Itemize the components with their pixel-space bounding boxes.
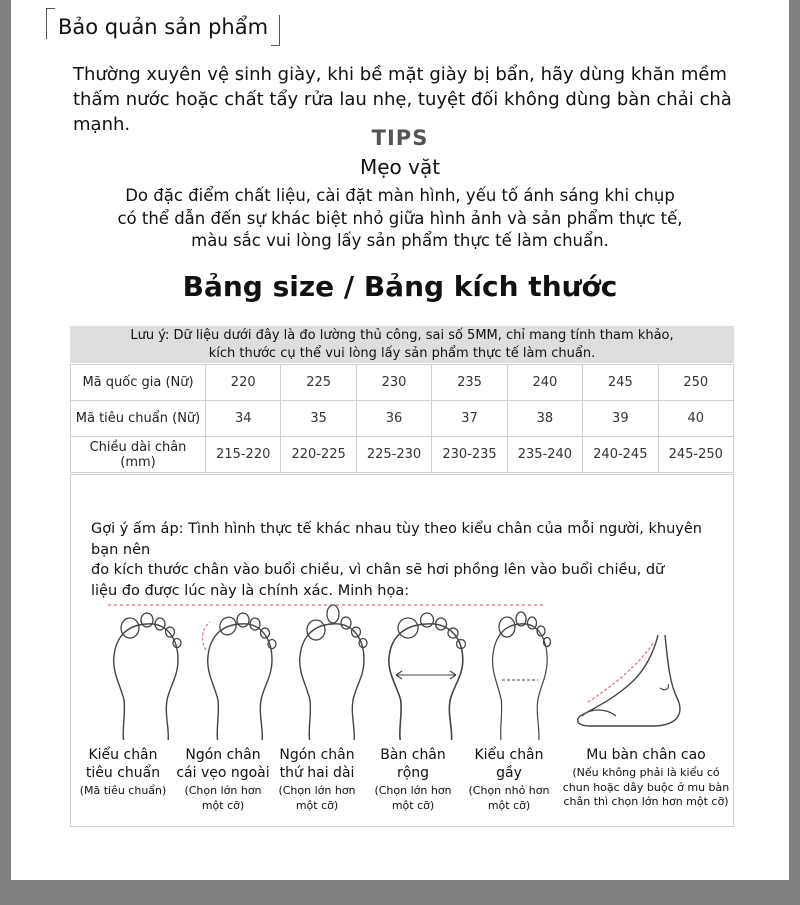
- foot-type-slim: [461, 746, 557, 813]
- caption-line: (Chọn lớn hơn: [374, 784, 452, 797]
- caption-line: (Nếu không phải là kiểu có: [572, 766, 720, 779]
- foot-type-caption: (Mã tiêu chuẩn): [79, 784, 167, 797]
- row-label: Mã tiêu chuẩn (Nữ): [71, 401, 206, 437]
- table-cell: 34: [206, 401, 281, 437]
- corner-bracket-icon: [46, 8, 55, 39]
- caption-line: chân thì chọn lớn hơn một cỡ): [563, 795, 729, 808]
- caption-line: một cỡ): [295, 798, 339, 812]
- note-line: kích thước cụ thể vui lòng lấy sản phẩm thực tế làm chuẩn.: [208, 345, 596, 361]
- caption-line: (Chọn lớn hơn: [278, 784, 356, 797]
- foot-type-high-instep: [557, 746, 735, 810]
- foot-type-caption: [557, 766, 735, 810]
- table-cell: 235-240: [507, 437, 582, 473]
- foot-type-bunion: [173, 746, 273, 813]
- care-title-text: Bảo quản sản phẩm: [58, 15, 269, 39]
- foot-type-name: cái vẹo ngoài: [176, 765, 270, 781]
- table-cell: 250: [658, 365, 733, 401]
- table-cell: 36: [356, 401, 431, 437]
- table-cell: 230: [356, 365, 431, 401]
- table-cell: 37: [432, 401, 507, 437]
- caption-line: một cỡ): [391, 798, 435, 812]
- foot-type-caption: [173, 784, 273, 813]
- foot-type-name: Kiểu chân: [88, 747, 158, 763]
- caption-line: (Chọn nhỏ hơn: [468, 784, 550, 797]
- foot-type-name: rộng: [396, 765, 430, 781]
- row-label: Mã quốc gia (Nữ): [71, 365, 206, 401]
- table-cell: 40: [658, 401, 733, 437]
- row-label: Chiều dài chân (mm): [71, 437, 206, 473]
- foot-type-wide: [365, 746, 461, 813]
- table-cell: 35: [281, 401, 356, 437]
- table-cell: 220-225: [281, 437, 356, 473]
- table-cell: 225-230: [356, 437, 431, 473]
- wide-foot-icon: [389, 613, 466, 740]
- foot-illustrations: [70, 590, 732, 740]
- foot-type-name: gầy: [496, 765, 522, 781]
- foot-type-standard: [73, 746, 173, 799]
- fit-tip-line: đo kích thước chân vào buổi chiều, vì chân sẽ hơi phồng lên vào buổi chiều, dữ: [91, 562, 665, 578]
- size-chart-note: [70, 326, 734, 363]
- note-line: Lưu ý: Dữ liệu dưới đây là đo lường thủ công, sai số 5MM, chỉ mang tính tham khảo,: [130, 328, 674, 343]
- foot-type-name: Mu bàn chân cao: [586, 747, 706, 763]
- tips-line: Do đặc điểm chất liệu, cài đặt màn hình, yếu tố ánh sáng khi chụp: [125, 186, 675, 205]
- caption-line: một cỡ): [487, 798, 531, 812]
- high-instep-foot-icon: [578, 635, 680, 726]
- table-cell: 39: [583, 401, 658, 437]
- standard-foot-icon: [114, 613, 181, 740]
- table-row: [71, 365, 734, 401]
- table-cell: 245-250: [658, 437, 733, 473]
- tips-line: có thể dẫn đến sự khác biệt nhỏ giữa hình ảnh và sản phẩm thực tế,: [117, 208, 683, 228]
- bunion-foot-icon: [203, 613, 276, 740]
- table-cell: 240: [507, 365, 582, 401]
- table-cell: 245: [583, 365, 658, 401]
- corner-bracket-icon: [271, 15, 280, 46]
- size-chart-title: Bảng size / Bảng kích thước: [182, 270, 618, 303]
- tips-heading: TIPS: [371, 126, 429, 150]
- table-row: [71, 437, 734, 473]
- foot-type-caption: [365, 784, 461, 813]
- foot-type-long-second-toe: [269, 746, 365, 813]
- size-table: [70, 364, 734, 473]
- care-instructions: Thường xuyên vệ sinh giày, khi bề mặt giày bị bẩn, hãy dùng khăn mềm thấm nước hoặc chất tẩy rửa lau nhẹ, tuyệt đối không dùng bàn chải chà mạnh.: [73, 64, 732, 135]
- slim-foot-icon: [493, 612, 551, 740]
- foot-type-caption: [461, 784, 557, 813]
- table-cell: 220: [206, 365, 281, 401]
- foot-type-name: thứ hai dài: [279, 765, 355, 781]
- table-cell: 225: [281, 365, 356, 401]
- table-cell: 38: [507, 401, 582, 437]
- tips-text: [11, 185, 789, 253]
- foot-type-name: Ngón chân: [279, 747, 355, 763]
- table-cell: 230-235: [432, 437, 507, 473]
- foot-type-name: Kiểu chân: [474, 747, 544, 763]
- tips-subheading: Mẹo vặt: [359, 155, 441, 179]
- fit-tip-line: Gợi ý ấm áp: Tình hình thực tế khác nhau tùy theo kiểu chân của mỗi người, khuyên bạn nên: [91, 521, 702, 558]
- long-second-toe-foot-icon: [300, 605, 367, 740]
- foot-type-name: Bàn chân: [380, 747, 446, 763]
- fit-tip-text: [91, 519, 731, 601]
- caption-line: chun hoặc dây buộc ở mu bàn: [562, 780, 730, 794]
- table-cell: 235: [432, 365, 507, 401]
- table-row: [71, 401, 734, 437]
- caption-line: (Chọn lớn hơn: [184, 784, 262, 797]
- caption-line: một cỡ): [201, 798, 245, 812]
- care-section-title: [46, 8, 280, 46]
- foot-type-caption: [269, 784, 365, 813]
- table-cell: 215-220: [206, 437, 281, 473]
- product-page: [11, 0, 789, 880]
- foot-type-name: tiêu chuẩn: [85, 765, 161, 781]
- table-cell: 240-245: [583, 437, 658, 473]
- fit-tip-line: liệu đo được lúc này là chính xác. Minh họa:: [91, 582, 410, 599]
- foot-type-name: Ngón chân: [185, 747, 261, 763]
- tips-line: màu sắc vui lòng lấy sản phẩm thực tế làm chuẩn.: [191, 231, 609, 250]
